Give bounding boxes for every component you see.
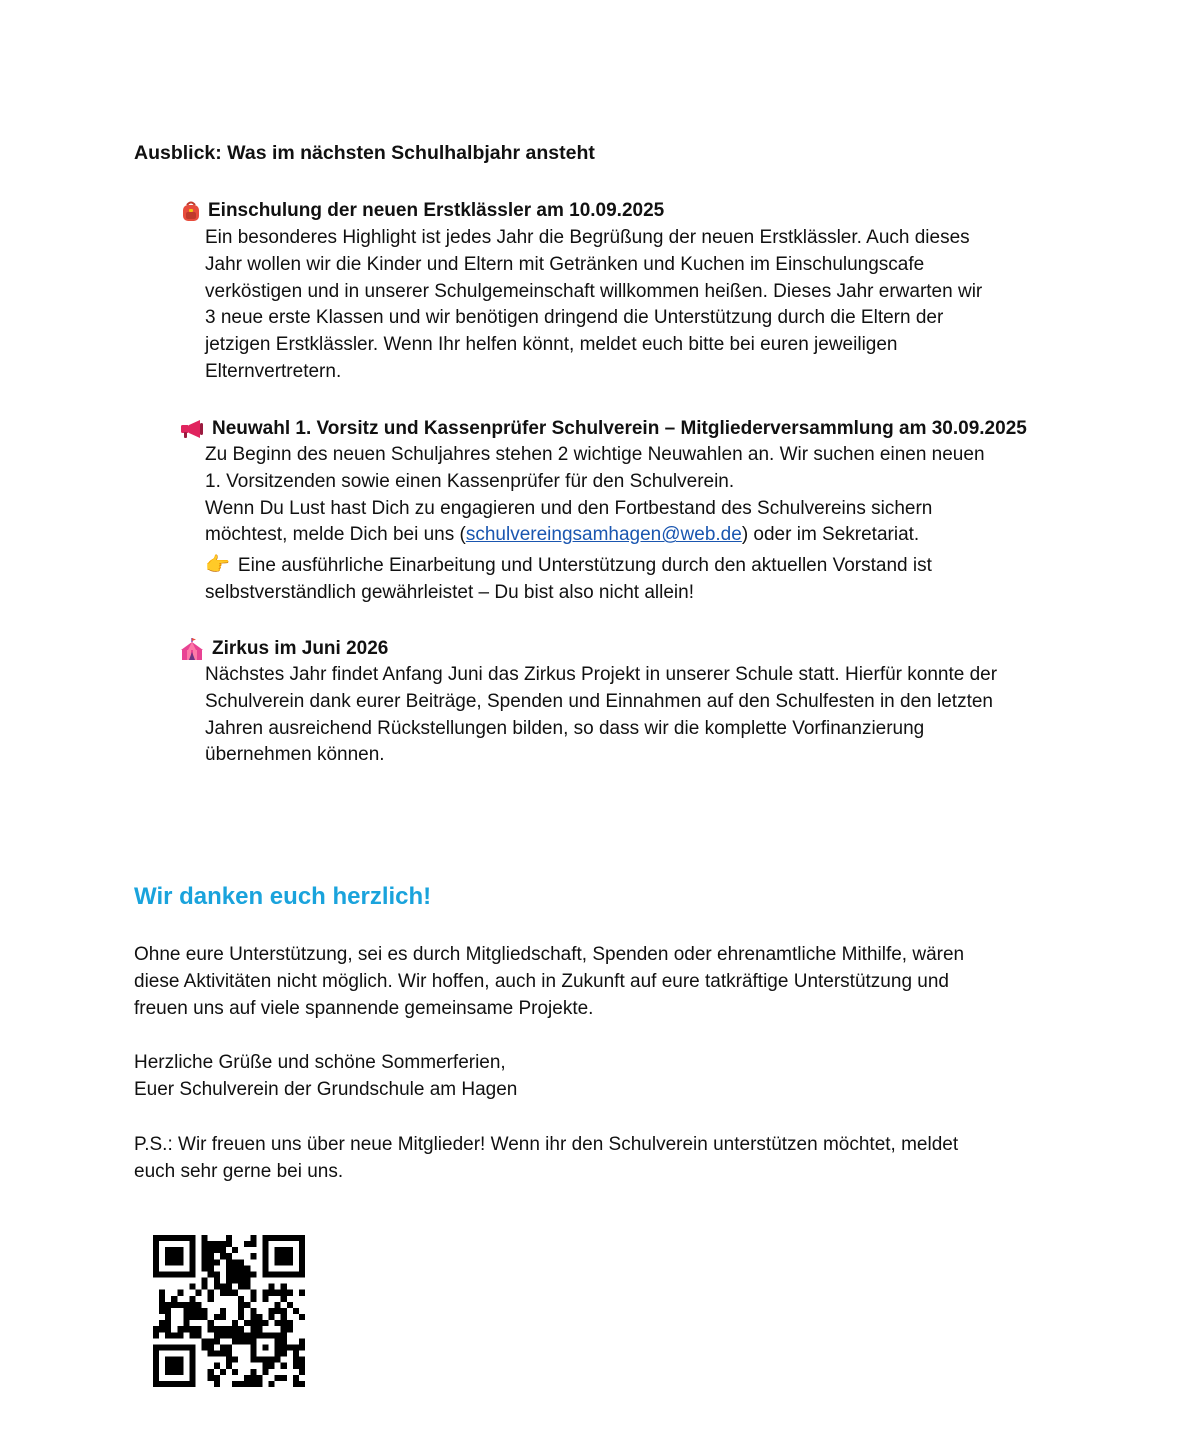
circus-tent-icon <box>180 638 206 660</box>
section-heading: Ausblick: Was im nächsten Schulhalbjahr ansteht <box>134 142 595 164</box>
contact-line <box>205 522 1065 549</box>
body-line: Wenn Du Lust hast Dich zu engagieren und den Fortbestand des Schulvereins sichern <box>205 497 933 519</box>
paragraph-line: freuen uns auf viele spannende gemeinsame Projekte. <box>134 998 594 1019</box>
body-line: 1. Vorsitzenden sowie einen Kassenprüfer für den Schulverein. <box>205 470 735 492</box>
note-text: Eine ausführliche Einarbeitung und Unterstützung durch den aktuellen Vorstand ist <box>237 555 932 577</box>
body-line: Schulverein dank eurer Beiträge, Spenden und Einnahmen auf den Schulfesten in den letzten <box>205 690 993 712</box>
item-title-neuwahl <box>180 416 1027 442</box>
thanks-heading: Wir danken euch herzlich! <box>134 883 432 910</box>
item-body-zirkus <box>205 662 1065 769</box>
paragraph-line: diese Aktivitäten nicht möglich. Wir hoffen, auch in Zukunft auf eure tatkräftige Unterstützung und <box>134 971 949 992</box>
backpack-icon <box>180 200 202 222</box>
ps-paragraph <box>134 1131 1054 1185</box>
body-line: Ein besonderes Highlight ist jedes Jahr die Begrüßung der neuen Erstklässler. Auch dieses <box>205 227 970 248</box>
megaphone-icon <box>180 418 206 440</box>
pointing-hand-icon: 👉 <box>205 554 230 577</box>
email-link[interactable]: schulvereingsamhagen@web.de <box>465 524 742 546</box>
body-line: selbstverständlich gewährleistet – Du bist also nicht allein! <box>205 581 694 603</box>
paragraph-line: Ohne eure Unterstützung, sei es durch Mitgliedschaft, Spenden oder ehrenamtliche Mithilfe, wären <box>134 944 965 965</box>
body-line: 3 neue erste Klassen und wir benötigen dringend die Unterstützung durch die Eltern der <box>205 307 944 329</box>
body-line: Zu Beginn des neuen Schuljahres stehen 2 wichtige Neuwahlen an. Wir suchen einen neuen <box>205 444 985 465</box>
item-body-neuwahl <box>205 442 1065 607</box>
item-title-text: Neuwahl 1. Vorsitz und Kassenprüfer Schulverein – Mitgliederversammlung am 30.09.2025 <box>212 418 1027 439</box>
body-line: jetzigen Erstklässler. Wenn Ihr helfen könnt, meldet euch bitte bei euren jeweiligen <box>205 334 898 356</box>
paragraph-line: Herzliche Grüße und schöne Sommerferien, <box>134 1052 506 1073</box>
body-line: übernehmen können. <box>205 744 385 766</box>
item-title-text: Einschulung der neuen Erstklässler am 10.09.2025 <box>208 200 665 221</box>
item-body-einschulung <box>205 225 1065 386</box>
greeting-paragraph <box>134 1049 1054 1103</box>
body-line: Elternvertretern. <box>205 360 342 382</box>
qr-code-icon <box>153 1235 305 1387</box>
thanks-paragraph <box>134 941 1054 1022</box>
contact-suffix: ) oder im Sekretariat. <box>741 524 920 546</box>
body-line: verköstigen und in unserer Schulgemeinschaft willkommen heißen. Dieses Jahr erwarten wir <box>205 280 983 302</box>
paragraph-line: euch sehr gerne bei uns. <box>134 1161 344 1182</box>
item-title-einschulung <box>180 198 664 224</box>
item-title-zirkus <box>180 636 388 662</box>
item-title-text: Zirkus im Juni 2026 <box>212 638 389 659</box>
body-line: Nächstes Jahr findet Anfang Juni das Zirkus Projekt in unserer Schule statt. Hierfür konnte der <box>205 664 998 685</box>
body-line: Jahren ausreichend Rückstellungen bilden, so dass wir die komplette Vorfinanzierung <box>205 717 925 739</box>
note-line <box>205 552 1065 580</box>
body-line: Jahr wollen wir die Kinder und Eltern mit Getränken und Kuchen im Einschulungscafe <box>205 253 925 275</box>
paragraph-line: Euer Schulverein der Grundschule am Hagen <box>134 1079 518 1100</box>
contact-prefix: möchtest, melde Dich bei uns ( <box>205 524 466 546</box>
paragraph-line: P.S.: Wir freuen uns über neue Mitglieder! Wenn ihr den Schulverein unterstützen möchtet, meldet <box>134 1134 959 1155</box>
